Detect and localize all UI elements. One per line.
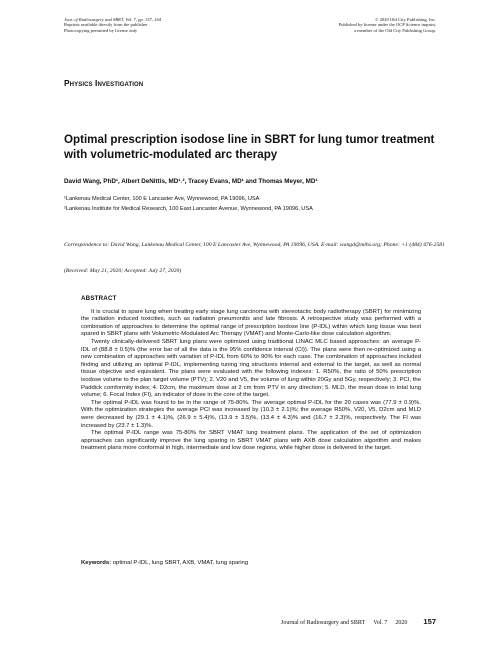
received-accepted-dates: (Received: May 21, 2020; Accepted: July 27, 2020): [64, 268, 182, 274]
license-line: Published by license under the OCP Science imprint,: [338, 22, 436, 28]
footer-journal: Journal of Radiosurgery and SBRT: [281, 620, 366, 626]
section-label-text: Physics Investigation: [64, 78, 144, 88]
author-list: David Wang, PhD¹, Albert DeNittis, MD¹˒², Tracey Evans, MD¹ and Thomas Meyer, MD¹: [64, 178, 318, 185]
keywords: [81, 560, 421, 566]
footer-volume: Vol. 7: [373, 620, 388, 626]
keywords-label: Keywords:: [81, 560, 112, 566]
abstract-paragraph-4: The optimal P-IDL range was 75-80% for SBRT VMAT lung treatment plans. The application of the set of optimization approaches can significantly improve the lung sparing in SBRT VMAT plans with AXB dose calculation algorithm and makes treatment plans more conformal in high, intermediate and low dose regions, while higher dose is delivered to the target.: [81, 430, 421, 452]
affiliation-1: ¹Lankenau Medical Center, 100 E Lancaster Ave, Wynnewood, PA 19096, USA: [64, 196, 260, 202]
abstract-paragraph-1: It is crucial to spare lung when treating early stage lung carcinoma with stereotactic body radiotherapy (SBRT) for minimizing the radiation induced toxicities, such as radiation pneumonitis and late fibrosis. A retrospective study was performed with a combination of approaches to determine the optimal range of prescription isodose line (P-IDL) within which lung tissue was best spared in SBRT plans with Volumetric-Modulated Arc Therapy (VMAT) and Monte-Carlo-like dose calculation algorithm.: [81, 308, 421, 338]
header-right: [339, 17, 436, 33]
abstract-heading: ABSTRACT: [81, 295, 117, 302]
copyright-line: © 2020 Old City Publishing, Inc.: [374, 17, 436, 22]
correspondence: Correspondence to: David Wang, Lankenau Medical Center, 100 E Lancaster Ave, Wynnewood, PA 19096, USA. E-mail: wangd@mlhs.org; Phone: +1 (484) 476-2581: [64, 242, 445, 248]
header-left: [64, 17, 161, 33]
abstract: [81, 295, 421, 453]
journal-citation: Jour. of Radiosurgery and SBRT, Vol. 7, pp. 157–164: [64, 17, 162, 22]
affiliation-2: ²Lankenau Institute for Medical Research, 100 East Lancaster Avenue, Wynnewood, PA 19096, USA: [64, 206, 313, 212]
section-label: [64, 78, 143, 88]
photocopy-note: Photocopying permitted by license only: [64, 27, 138, 33]
abstract-paragraph-2: Twenty clinically-delivered SBRT lung plans were optimized using traditional LINAC MLC based approaches: an average P-IDL of (88.8 ± 0.5)% (the error bar of all the data is the 95% confidence interval (CI)). The plans were then re-optimized using a new combination of approaches with variation of P-IDL from 60% to 90% for each case. The combination of approaches included finding and utilizing an optimal P-IDL, implementing tuning ring structures internal and external to the target, as well as normal tissue objective and equivalent. The plans were evaluated with the following indexes: 1. R50%, the ratio of 50% prescription isodose volume to the plan target volume (PTV); 2. V20 and V5, the volume of lung within 20Gy and 5Gy, respectively; 3. PCI, the Paddick comformity index; 4. D2cm, the maximum dose at 2 cm from PTV in any direction; 5. MLD, the mean dose in total lung volume; 6. Focal Index (FI), an indicator of dose in the core of the target.: [81, 338, 421, 399]
page-number: 157: [423, 617, 437, 626]
publisher-group-line: a member of the Old City Publishing Group.: [354, 27, 436, 33]
abstract-paragraph-3: The optimal P-IDL was found to be in the range of 75-80%. The average optimal P-IDL for the 20 cases was (77.9 ± 0.9)%. With the optimization strategies the average PCI was increased by (10.3 ± 2.1)%; the average R50%, V20, V5, D2cm and MLD were decreased by (29.1 ± 4.1)%, (26.9 ± 5.4)%, (13.9 ± 3.5)%, (13.4 ± 4.3)% and (16.7 ± 2.3)%, respectively. The FI was increased by (23.7 ± 1.3)%.: [81, 399, 421, 429]
keywords-text: optimal P-IDL, lung SBRT, AXB, VMAT, lung sparing: [112, 560, 249, 566]
reprints-note: Reprints available directly from the publisher: [64, 22, 148, 28]
page-footer: [281, 617, 436, 626]
footer-year: 2020: [395, 620, 408, 626]
article-title: Optimal prescription isodose line in SBRT for lung tumor treatment with volumetric-modulated arc therapy: [64, 133, 435, 161]
